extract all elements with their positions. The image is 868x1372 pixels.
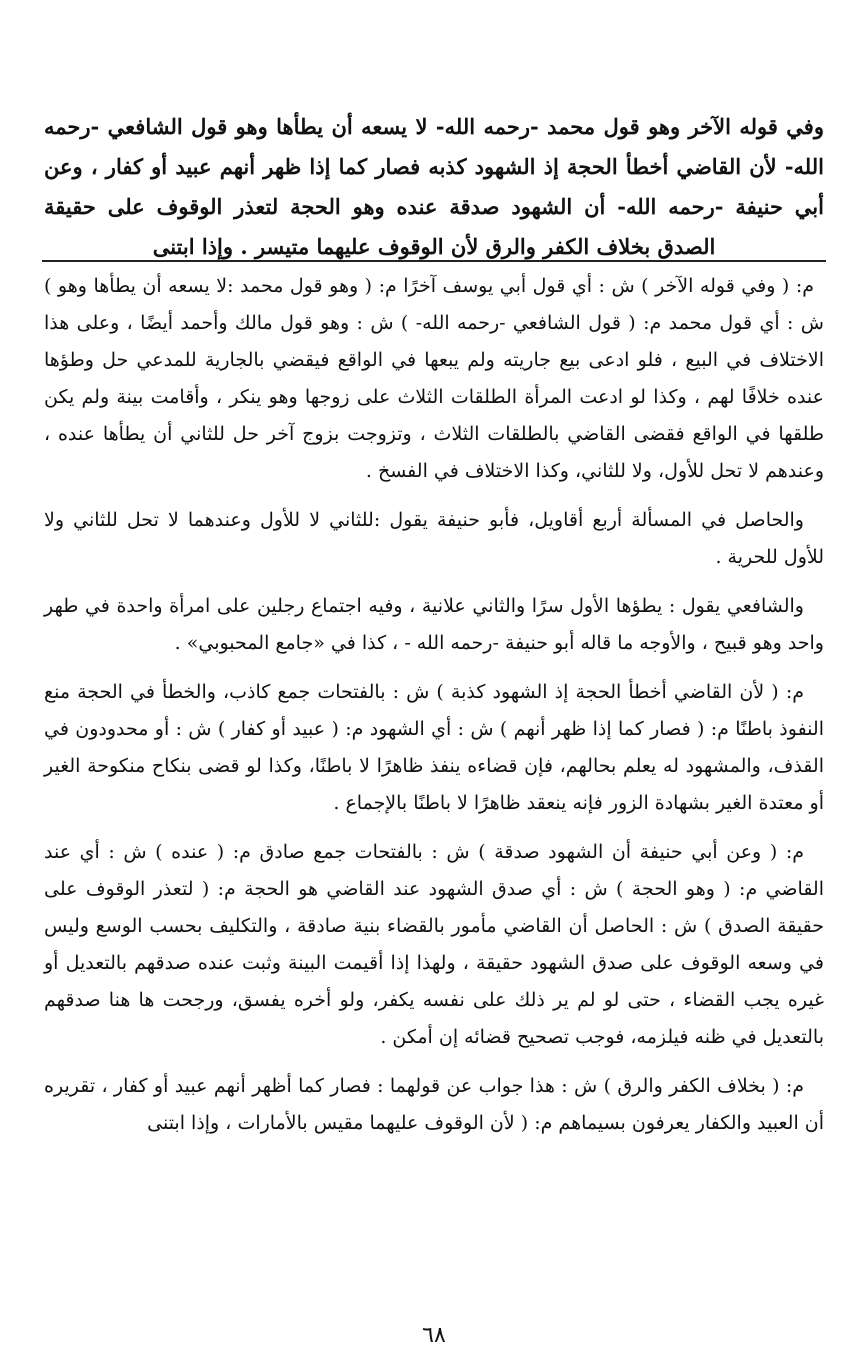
commentary-block [44, 268, 824, 1154]
separator-rule [42, 260, 826, 262]
commentary-paragraph: م: ( وفي قوله الآخر ) ش : أي قول أبي يوسف آخرًا م: ( وهو قول محمد :لا يسعه أن يطأها وهو ) ش : أي قول محمد م: ( قول الشافعي -رحمه الله- ) ش : وهو قول مالك وأحمد أيضًا ، وعلى هذا الاختلاف في البيع ، فلو ادعى بيع جاريته ولم يبعها في الواقع فيقضي بالجارية للمدعي حل وطؤها عنده خلافًا لهم ، وكذا لو ادعت المرأة الطلقات الثلاث على زوجها وهو ينكر ، وأقامت بينة ولم يكن طلقها في الواقع فقضى القاضي بالطلقات الثلاث ، وتزوجت بزوج آخر حل للثاني أن يطأها عنده ، وعندهم لا تحل للأول، ولا للثاني، وكذا الاختلاف في الفسخ . [44, 275, 824, 482]
page-number: ٦٨ [422, 1323, 446, 1348]
commentary-paragraph: والحاصل في المسألة أربع أقاويل، فأبو حنيفة يقول :للثاني لا للأول وعندهما لا تحل للثاني ولا للأول للحرية . [44, 509, 824, 568]
commentary-paragraph: م: ( لأن القاضي أخطأ الحجة إذ الشهود كذبة ) ش : بالفتحات جمع كاذب، والخطأ في الحجة منع النفوذ باطنًا م: ( فصار كما إذا ظهر أنهم ) ش : أي الشهود م: ( عبيد أو كفار ) ش : أو محدودون في القذف، والمشهود له يعلم بحالهم، فإن قضاءه ينفذ ظاهرًا لا باطنًا، وكذا لو قضى بنكاح منكوحة الغير أو معتدة الغير بشهادة الزور فإنه ينعقد ظاهرًا لا باطنًا بالإجماع . [44, 681, 824, 814]
commentary-paragraph: م: ( وعن أبي حنيفة أن الشهود صدقة ) ش : بالفتحات جمع صادق م: ( عنده ) ش : أي عند القاضي م: ( وهو الحجة ) ش : أي صدق الشهود عند القاضي هو الحجة م: ( لتعذر الوقوف على حقيقة الصدق ) ش : الحاصل أن القاضي مأمور بالقضاء بنية صادقة ، والتكليف بحسب الوسع وليس في وسعه الوقوف على صدق الشهود حقيقة ، ولهذا إذا أقيمت البينة وثبت عنده صدقهم بالتعديل أو غيره يجب القضاء ، حتى لو لم ير ذلك على نفسه يكفر، ولو أخره يفسق، ورجحت ها هنا صدقهم بالتعديل في ظنه فيلزمه، فوجب تصحيح قضائه إن أمكن . [44, 841, 824, 1048]
commentary-paragraph: م: ( بخلاف الكفر والرق ) ش : هذا جواب عن قولهما : فصار كما أظهر أنهم عبيد أو كفار ، تقريره أن العبيد والكفار يعرفون بسيماهم م: ( لأن الوقوف عليهما مقيس بالأمارات ، وإذا ابتنى [44, 1075, 824, 1134]
main-text-block: وفي قوله الآخر وهو قول محمد -رحمه الله- لا يسعه أن يطأها وهو قول الشافعي -رحمه الله- لأن القاضي أخطأ الحجة إذ الشهود كذبه فصار كما إذا ظهر أنهم عبيد أو كفار ، وعن أبي حنيفة -رحمه الله- أن الشهود صدقة عنده وهو الحجة لتعذر الوقوف على حقيقة الصدق بخلاف الكفر والرق لأن الوقوف عليهما متيسر . وإذا ابتنى [44, 114, 824, 259]
commentary-paragraph: والشافعي يقول : يطؤها الأول سرًا والثاني علانية ، وفيه اجتماع رجلين على امرأة واحدة في طهر واحد وهو قبيح ، والأوجه ما قاله أبو حنيفة -رحمه الله - ، كذا في «جامع المحبوبي» . [44, 595, 824, 654]
